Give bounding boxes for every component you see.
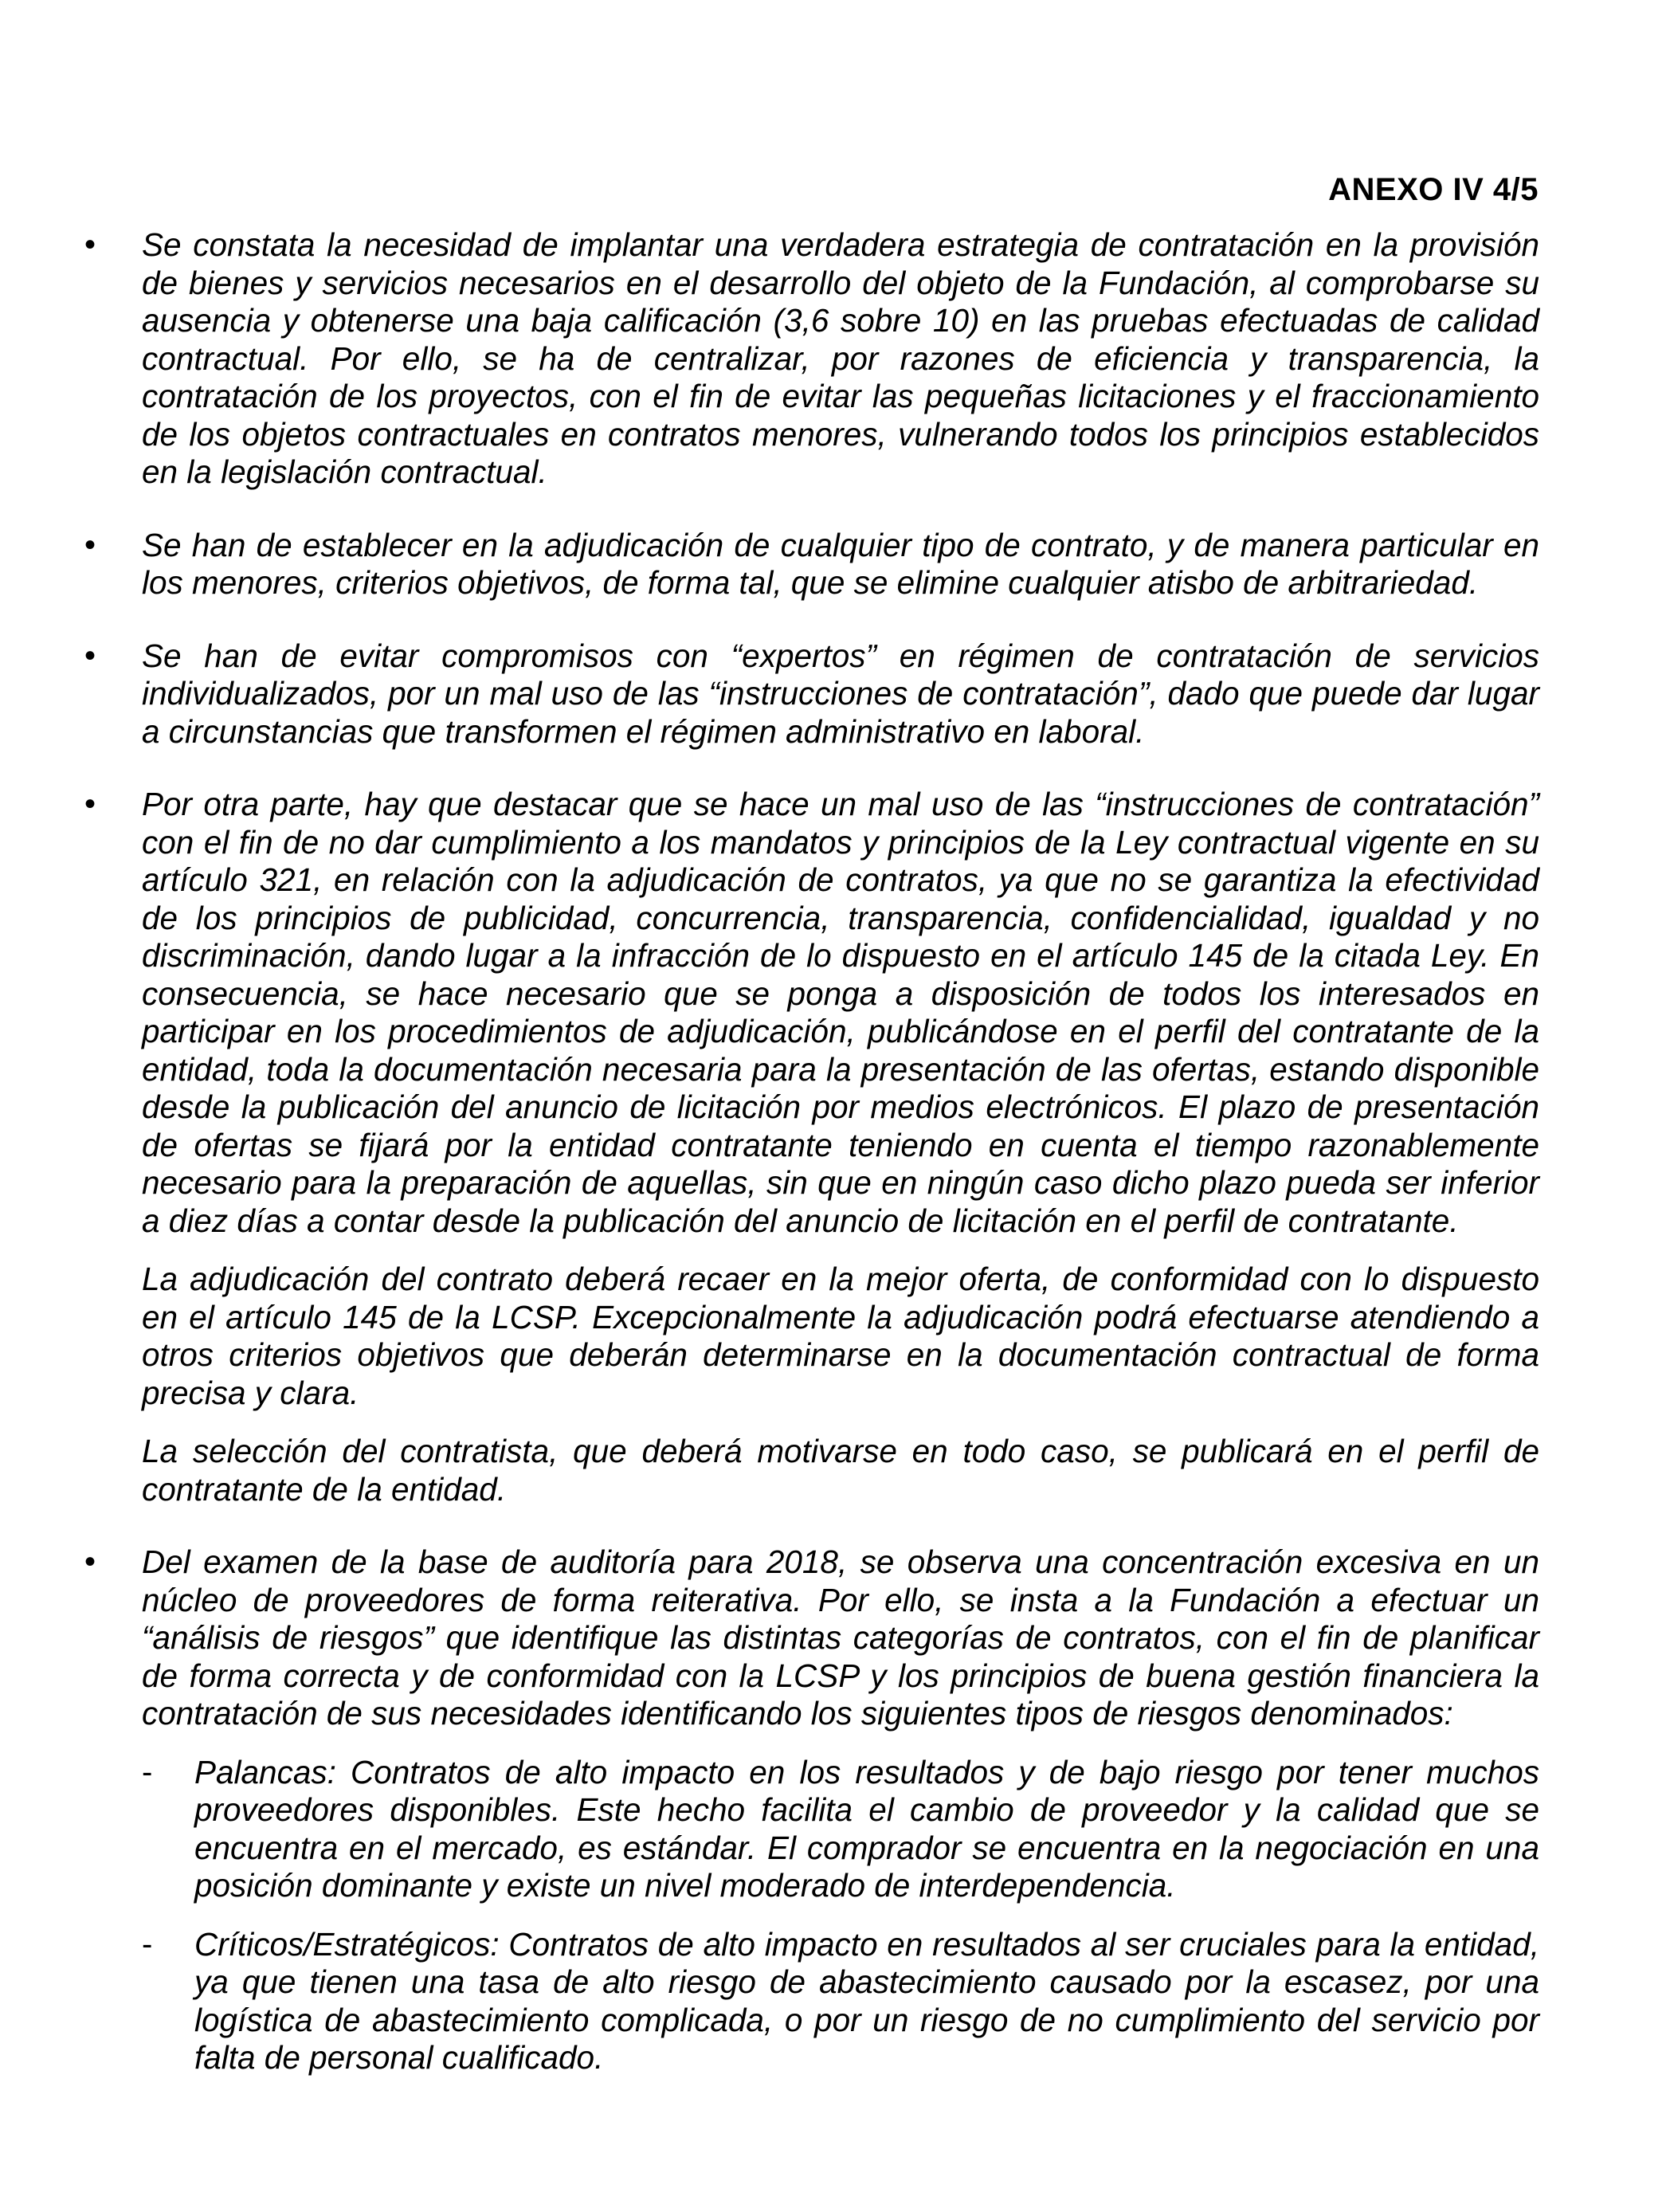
risk-type-text: Críticos/Estratégicos: Contratos de alto impacto en resultados al ser cruciales para la entidad, ya que tienen una tasa de alto riesgo de abastecimiento causado por la escasez, por una logística de abastecimiento complicada, o por un riesgo de no cumplimiento del servicio por falta de personal cualificado. bbox=[194, 1925, 1539, 2076]
bullet-paragraph: Por otra parte, hay que destacar que se hace un mal uso de las “instrucciones de contratación” con el fin de no dar cumplimiento a los mandatos y principios de la Ley contractual vigente en su artículo 321, en relación con la adjudicación de contratos, ya que no se garantiza la efectividad de los principios de publicidad, concurrencia, transparencia, confidencialidad, igualdad y no discriminación, dando lugar a la infracción de lo dispuesto en el artículo 145 de la citada Ley. En consecuencia, se hace necesario que se ponga a disposición de todos los interesados en participar en los procedimientos de adjudicación, publicándose en el perfil del contratante de la entidad, toda la documentación necesaria para la presentación de las ofertas, estando disponible desde la publicación del anuncio de licitación por medios electrónicos. El plazo de presentación de ofertas se fijará por la entidad contratante teniendo en cuenta el tiempo razonablemente necesario para la preparación de aquellas, sin que en ningún caso dicho plazo pueda ser inferior a diez días a contar desde la publicación del anuncio de licitación en el perfil de contratante. bbox=[142, 786, 1539, 1239]
dash-marker: - bbox=[142, 1926, 153, 1962]
bullet-marker: • bbox=[84, 637, 96, 673]
bullet-paragraph: Se constata la necesidad de implantar una verdadera estrategia de contratación en la provisión de bienes y servicios necesarios en el desarrollo del objeto de la Fundación, al comprobarse su ausencia y obtenerse una baja calificación (3,6 sobre 10) en las pruebas efectuadas de calidad contractual. Por ello, se ha de centralizar, por razones de eficiencia y transparencia, la contratación de los proyectos, con el fin de evitar las pequeñas licitaciones y el fraccionamiento de los objetos contractuales en contratos menores, vulnerando todos los principios establecidos en la legislación contractual. bbox=[142, 226, 1539, 490]
annex-header: ANEXO IV 4/5 bbox=[1328, 172, 1539, 207]
risk-type-text: Palancas: Contratos de alto impacto en los resultados y de bajo riesgo por tener muchos proveedores disponibles. Este hecho facilita el cambio de proveedor y la calidad que se encuentra en el mercado, es estándar. El comprador se encuentra en la negociación en una posición dominante y existe un nivel moderado de interdependencia. bbox=[194, 1753, 1539, 1904]
bullet-marker: • bbox=[84, 227, 96, 262]
bullet-marker: • bbox=[84, 1544, 96, 1579]
bullet-paragraph: Se han de evitar compromisos con “expertos” en régimen de contratación de servicios individualizados, por un mal uso de las “instrucciones de contratación”, dado que puede dar lugar a circunstancias que transformen el régimen administrativo en laboral. bbox=[142, 637, 1539, 750]
risk-type-item bbox=[142, 1754, 1539, 1905]
bullet-marker: • bbox=[84, 527, 96, 563]
bullet-paragraph: Se han de establecer en la adjudicación de cualquier tipo de contrato, y de manera particular en los menores, criterios objetivos, de forma tal, que se elimine cualquier atisbo de arbitrariedad. bbox=[142, 526, 1539, 601]
bullet-item-2 bbox=[80, 527, 1539, 602]
bullet-item-5 bbox=[80, 1543, 1539, 2077]
document-body bbox=[80, 226, 1539, 2112]
bullet-item-4 bbox=[80, 786, 1539, 1508]
risk-type-item bbox=[142, 1926, 1539, 2077]
dash-marker: - bbox=[142, 1754, 153, 1790]
bullet-item-1 bbox=[80, 226, 1539, 492]
bullet-item-3 bbox=[80, 637, 1539, 751]
bullet-paragraph: La adjudicación del contrato deberá recaer en la mejor oferta, de conformidad con lo dispuesto en el artículo 145 de la LCSP. Excepcionalmente la adjudicación podrá efectuarse atendiendo a otros criterios objetivos que deberán determinarse en la documentación contractual de forma precisa y clara. bbox=[142, 1261, 1539, 1411]
bullet-paragraph: Del examen de la base de auditoría para 2018, se observa una concentración excesiva en un núcleo de proveedores de forma reiterativa. Por ello, se insta a la Fundación a efectuar un “análisis de riesgos” que identifique las distintas categorías de contratos, con el fin de planificar de forma correcta y de conformidad con la LCSP y los principios de buena gestión financiera la contratación de sus necesidades identificando los siguientes tipos de riesgos denominados: bbox=[142, 1543, 1539, 1732]
risk-type-list bbox=[142, 1754, 1539, 2077]
bullet-paragraph: La selección del contratista, que deberá motivarse en todo caso, se publicará en el perfil de contratante de la entidad. bbox=[142, 1433, 1539, 1508]
bullet-marker: • bbox=[84, 786, 96, 822]
